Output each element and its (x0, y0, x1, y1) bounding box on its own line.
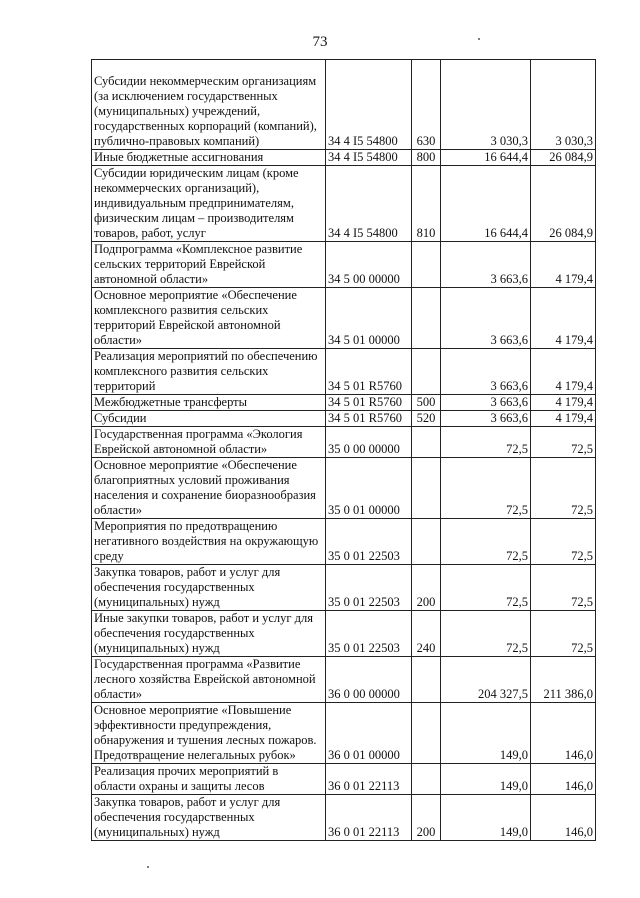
row-expense-type-cell: 520 (412, 411, 441, 427)
row-expense-type-cell: 630 (412, 60, 441, 150)
row-expense-type-cell (412, 349, 441, 395)
row-expense-type-cell (412, 427, 441, 458)
row-expense-type-cell: 200 (412, 795, 441, 841)
row-sum-2021-cell: 72,5 (441, 427, 531, 458)
row-name-cell: Субсидии некоммерческим организациям (за исключением государственных (муниципальных) учреждений, государственных корпораций (компаний), публично-правовых компаний) (92, 60, 326, 150)
table-row (92, 565, 596, 611)
row-name-cell: Мероприятия по предотвращению негативного воздействия на окружающую среду (92, 519, 326, 565)
row-sum-2022-cell: 26 084,9 (531, 166, 596, 242)
row-sum-2021-cell: 72,5 (441, 519, 531, 565)
row-sum-2021-cell: 72,5 (441, 458, 531, 519)
row-sum-2022-cell: 4 179,4 (531, 349, 596, 395)
row-code-cell: 36 0 01 22113 (326, 764, 412, 795)
table-row (92, 242, 596, 288)
table-row (92, 411, 596, 427)
row-name-cell: Иные закупки товаров, работ и услуг для обеспечения государственных (муниципальных) нужд (92, 611, 326, 657)
row-sum-2021-cell: 16 644,4 (441, 166, 531, 242)
row-name-cell: Иные бюджетные ассигнования (92, 150, 326, 166)
row-expense-type-cell: 200 (412, 565, 441, 611)
row-name-cell: Закупка товаров, работ и услуг для обеспечения государственных (муниципальных) нужд (92, 795, 326, 841)
row-sum-2021-cell: 149,0 (441, 764, 531, 795)
table-row (92, 611, 596, 657)
row-sum-2022-cell: 146,0 (531, 795, 596, 841)
row-sum-2022-cell: 72,5 (531, 611, 596, 657)
row-expense-type-cell (412, 242, 441, 288)
row-expense-type-cell (412, 288, 441, 349)
row-sum-2022-cell: 4 179,4 (531, 411, 596, 427)
row-expense-type-cell: 800 (412, 150, 441, 166)
row-name-cell: Подпрограмма «Комплексное развитие сельских территорий Еврейской автономной области» (92, 242, 326, 288)
row-sum-2021-cell: 3 030,3 (441, 60, 531, 150)
row-sum-2022-cell: 146,0 (531, 764, 596, 795)
row-code-cell: 35 0 01 22503 (326, 611, 412, 657)
row-expense-type-cell: 500 (412, 395, 441, 411)
row-name-cell: Государственная программа «Экология Еврейской автономной области» (92, 427, 326, 458)
row-sum-2021-cell: 16 644,4 (441, 150, 531, 166)
row-name-cell: Межбюджетные трансферты (92, 395, 326, 411)
row-code-cell: 34 5 01 00000 (326, 288, 412, 349)
row-sum-2022-cell: 26 084,9 (531, 150, 596, 166)
row-sum-2022-cell: 72,5 (531, 565, 596, 611)
row-name-cell: Субсидии (92, 411, 326, 427)
table-row (92, 795, 596, 841)
row-code-cell: 35 0 00 00000 (326, 427, 412, 458)
row-code-cell: 35 0 01 00000 (326, 458, 412, 519)
row-sum-2021-cell: 3 663,6 (441, 242, 531, 288)
row-sum-2021-cell: 3 663,6 (441, 411, 531, 427)
row-code-cell: 34 5 01 R5760 (326, 411, 412, 427)
row-sum-2021-cell: 149,0 (441, 703, 531, 764)
table-row (92, 349, 596, 395)
scan-speck (478, 38, 480, 40)
row-sum-2022-cell: 3 030,3 (531, 60, 596, 150)
budget-table-body (92, 60, 596, 841)
table-row (92, 288, 596, 349)
row-code-cell: 34 5 01 R5760 (326, 349, 412, 395)
table-row (92, 150, 596, 166)
row-sum-2021-cell: 3 663,6 (441, 395, 531, 411)
row-sum-2022-cell: 4 179,4 (531, 395, 596, 411)
row-sum-2022-cell: 211 386,0 (531, 657, 596, 703)
row-name-cell: Реализация прочих мероприятий в области охраны и защиты лесов (92, 764, 326, 795)
row-name-cell: Закупка товаров, работ и услуг для обеспечения государственных (муниципальных) нужд (92, 565, 326, 611)
row-code-cell: 34 5 00 00000 (326, 242, 412, 288)
row-expense-type-cell (412, 519, 441, 565)
row-name-cell: Реализация мероприятий по обеспечению комплексного развития сельских территорий (92, 349, 326, 395)
row-sum-2022-cell: 72,5 (531, 427, 596, 458)
row-sum-2022-cell: 72,5 (531, 458, 596, 519)
row-expense-type-cell: 240 (412, 611, 441, 657)
table-row (92, 458, 596, 519)
row-sum-2022-cell: 146,0 (531, 703, 596, 764)
row-code-cell: 35 0 01 22503 (326, 519, 412, 565)
table-row (92, 427, 596, 458)
row-expense-type-cell (412, 703, 441, 764)
row-code-cell: 34 4 I5 54800 (326, 166, 412, 242)
row-name-cell: Основное мероприятие «Повышение эффективности предупреждения, обнаружения и тушения лесных пожаров. Предотвращение нелегальных рубок» (92, 703, 326, 764)
row-sum-2021-cell: 3 663,6 (441, 288, 531, 349)
row-sum-2022-cell: 4 179,4 (531, 242, 596, 288)
row-expense-type-cell: 810 (412, 166, 441, 242)
row-sum-2021-cell: 72,5 (441, 565, 531, 611)
row-name-cell: Субсидии юридическим лицам (кроме некоммерческих организаций), индивидуальным предпринимателям, физическим лицам – производителям товаров, работ, услуг (92, 166, 326, 242)
row-name-cell: Основное мероприятие «Обеспечение комплексного развития сельских территорий Еврейской автономной области» (92, 288, 326, 349)
row-code-cell: 36 0 00 00000 (326, 657, 412, 703)
row-sum-2021-cell: 72,5 (441, 611, 531, 657)
table-row (92, 703, 596, 764)
table-row (92, 764, 596, 795)
table-row (92, 395, 596, 411)
row-sum-2021-cell: 3 663,6 (441, 349, 531, 395)
row-code-cell: 34 4 I5 54800 (326, 150, 412, 166)
row-code-cell: 36 0 01 22113 (326, 795, 412, 841)
row-code-cell: 34 5 01 R5760 (326, 395, 412, 411)
row-expense-type-cell (412, 657, 441, 703)
table-row (92, 166, 596, 242)
row-sum-2022-cell: 72,5 (531, 519, 596, 565)
row-code-cell: 35 0 01 22503 (326, 565, 412, 611)
table-row (92, 657, 596, 703)
table-row (92, 519, 596, 565)
budget-table (91, 59, 596, 841)
row-code-cell: 36 0 01 00000 (326, 703, 412, 764)
scan-speck (147, 866, 149, 868)
row-name-cell: Государственная программа «Развитие лесного хозяйства Еврейской автономной области» (92, 657, 326, 703)
row-name-cell: Основное мероприятие «Обеспечение благоприятных условий проживания населения и сохранение биоразнообразия области» (92, 458, 326, 519)
row-expense-type-cell (412, 458, 441, 519)
page-number: 73 (312, 34, 328, 50)
row-sum-2021-cell: 204 327,5 (441, 657, 531, 703)
table-row (92, 60, 596, 150)
row-sum-2021-cell: 149,0 (441, 795, 531, 841)
row-code-cell: 34 4 I5 54800 (326, 60, 412, 150)
row-expense-type-cell (412, 764, 441, 795)
row-sum-2022-cell: 4 179,4 (531, 288, 596, 349)
